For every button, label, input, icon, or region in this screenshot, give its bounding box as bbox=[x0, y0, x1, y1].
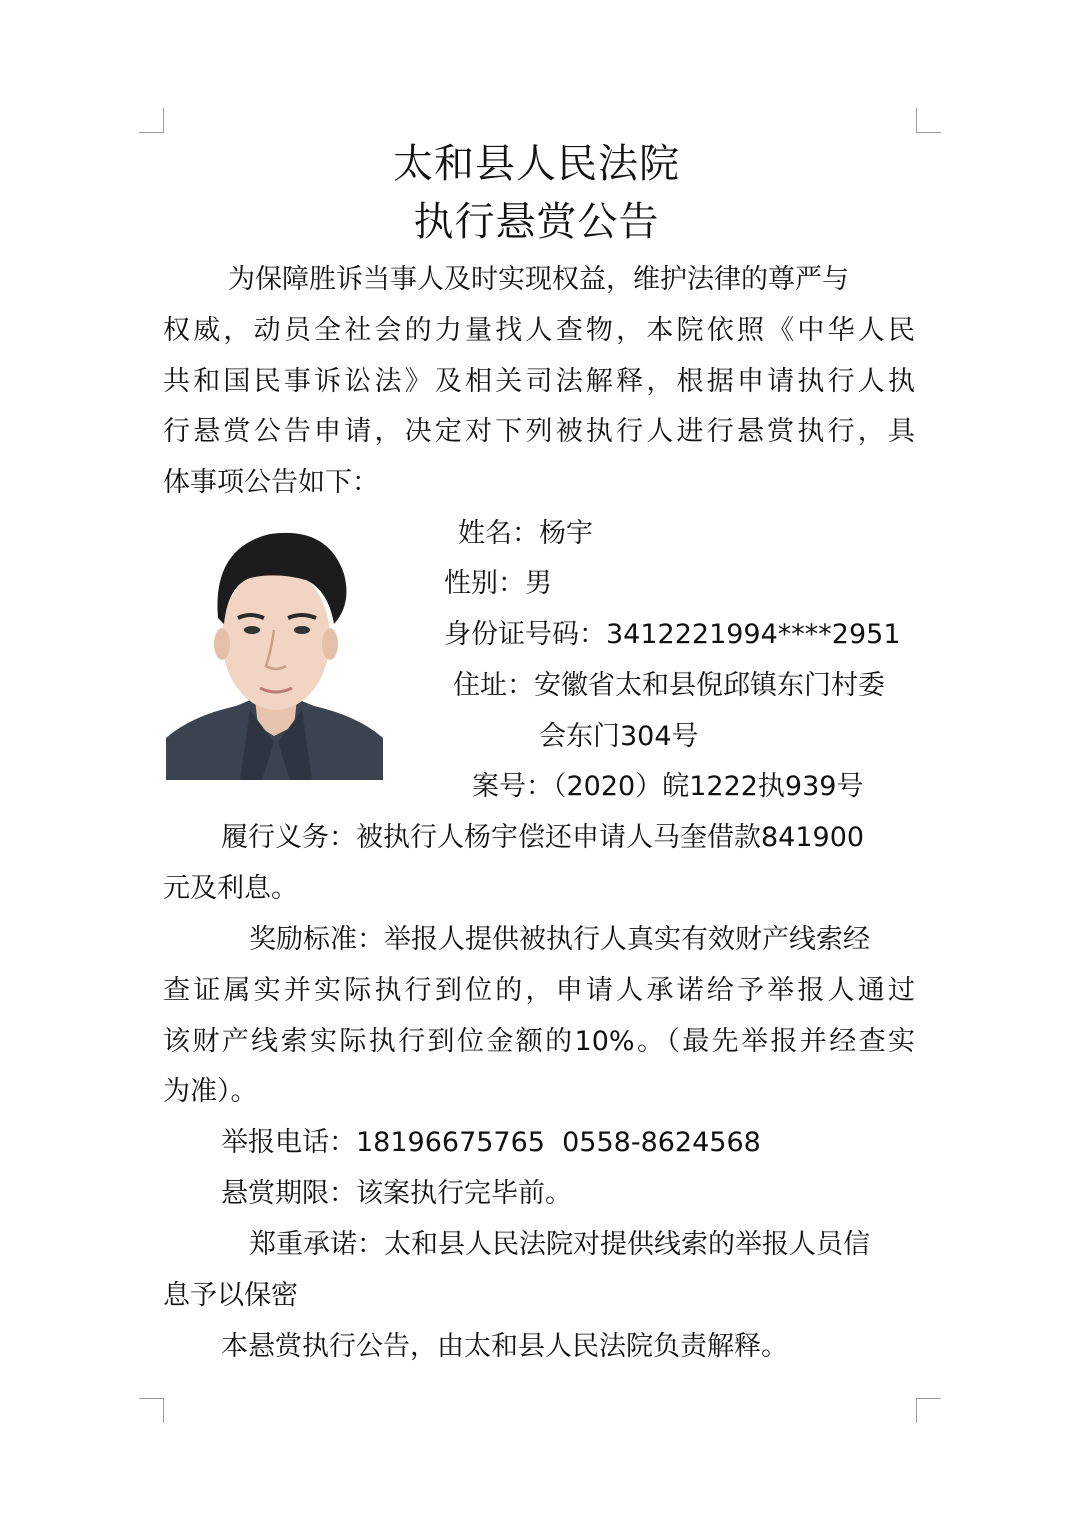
page-corner-mark-bottom-left bbox=[139, 1398, 164, 1423]
promise-line-2: 息予以保密 bbox=[163, 1280, 298, 1311]
court-title: 太和县人民法院 bbox=[393, 141, 680, 187]
obligation-line-1: 履行义务：被执行人杨宇偿还申请人马奎借款841900 bbox=[221, 822, 865, 853]
reward-line-4: 为准）。 bbox=[163, 1076, 258, 1107]
intro-line-1: 为保障胜诉当事人及时实现权益，维护法律的尊严与 bbox=[228, 264, 849, 295]
case-number: 案号：（2020）皖1222执939号 bbox=[472, 771, 864, 802]
person-address-line-1: 住址：安徽省太和县倪邱镇东门村委 bbox=[453, 670, 885, 701]
reward-line-3: 该财产线索实际执行到位金额的10%。（最先举报并经查实 bbox=[163, 1026, 915, 1057]
person-address-line-2: 会东门304号 bbox=[539, 721, 699, 752]
page-corner-mark-bottom-right bbox=[916, 1398, 941, 1423]
person-name: 姓名：杨宇 bbox=[458, 518, 593, 549]
report-phone: 举报电话：18196675765 0558-8624568 bbox=[221, 1127, 761, 1158]
promise-line-1: 郑重承诺：太和县人民法院对提供线索的举报人员信 bbox=[249, 1229, 870, 1260]
notice-title: 执行悬赏公告 bbox=[413, 199, 660, 245]
closing-statement: 本悬赏执行公告，由太和县人民法院负责解释。 bbox=[221, 1331, 788, 1362]
intro-line-3: 共和国民事诉讼法》及相关司法解释，根据申请执行人执 bbox=[163, 366, 915, 397]
intro-line-4: 行悬赏公告申请，决定对下列被执行人进行悬赏执行，具 bbox=[163, 416, 915, 447]
reward-line-2: 查证属实并实际执行到位的，申请人承诺给予举报人通过 bbox=[163, 975, 915, 1006]
reward-period: 悬赏期限：该案执行完毕前。 bbox=[221, 1178, 572, 1209]
reward-line-1: 奖励标准：举报人提供被执行人真实有效财产线索经 bbox=[249, 924, 870, 955]
intro-line-2: 权威，动员全社会的力量找人查物，本院依照《中华人民 bbox=[163, 315, 915, 346]
obligation-line-2: 元及利息。 bbox=[163, 873, 298, 904]
page-corner-mark-top-left bbox=[139, 108, 164, 133]
person-id-number: 身份证号码：3412221994****2951 bbox=[444, 619, 901, 650]
page-corner-mark-top-right bbox=[916, 108, 941, 133]
intro-line-5: 体事项公告如下： bbox=[163, 467, 379, 498]
person-photo bbox=[166, 520, 383, 780]
person-gender: 性别：男 bbox=[444, 568, 552, 599]
